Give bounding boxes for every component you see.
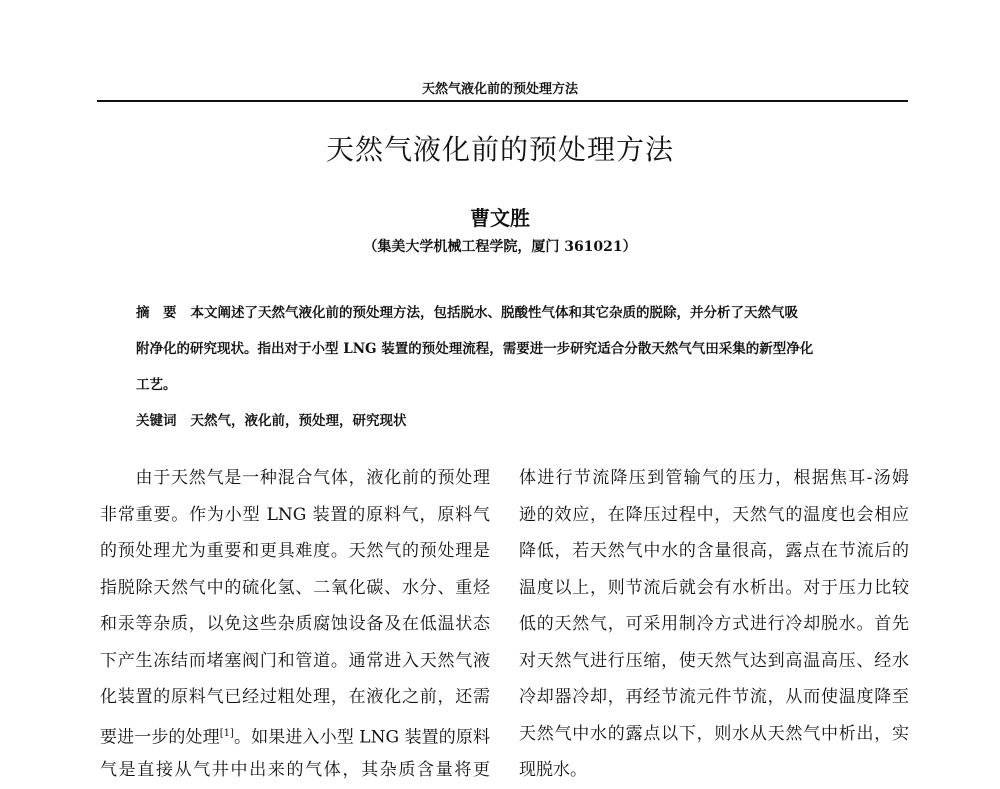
body-line: 化装置的原料气已经过粗处理，在液化之前，还需 [100,687,490,707]
keywords-line [136,403,876,439]
body-line: 指脱除天然气中的硫化氢、二氧化碳、水分、重烃 [100,577,490,598]
body-line: 低的天然气，可采用制冷方式进行冷却脱水。首先 [519,614,909,634]
body-text: 要进一步的处理 [100,727,220,748]
author: 曹文胜 [470,206,530,230]
body-line: 逊的效应，在降压过程中，天然气的温度也会相应 [519,504,909,525]
paper-title: 天然气液化前的预处理方法 [325,133,674,166]
citation[interactable]: [1] [219,727,234,739]
body-line [100,716,490,753]
body-line: 由于天然气是一种混合气体，液化前的预处理 [100,468,490,488]
body-column-right [519,460,909,789]
abstract [136,295,876,439]
body-line: 对天然气进行压缩，使天然气达到高温高压、经水 [519,650,909,671]
body-column-left [100,460,490,789]
body-line: 非常重要。作为小型 LNG 装置的原料气，原料气 [100,504,490,525]
affiliation: （集美大学机械工程学院，厦门 361021） [363,239,637,255]
body-text: 。如果进入小型 LNG 装置的原料 [233,727,490,748]
body-line: 体进行节流降压到管输气的压力，根据焦耳-汤姆 [519,468,909,488]
body-line: 天然气中水的露点以下，则水从天然气中析出，实 [519,723,909,744]
abstract-line: 附净化的研究现状。指出对于小型 LNG 装置的预处理流程，需要进一步研究适合分散天然气气田采集的新型净化 [136,341,814,357]
body-line: 和汞等杂质，以免这些杂质腐蚀设备及在低温状态 [100,614,490,634]
header-rule [97,100,908,102]
body-line: 下产生冻结而堵塞阀门和管道。通常进入天然气液 [100,650,490,671]
body-line: 降低，若天然气中水的含量很高，露点在节流后的 [519,541,909,561]
abstract-text: 本文阐述了天然气液化前的预处理方法，包括脱水、脱酸性气体和其它杂质的脱除，并分析了天然气吸 [190,305,798,321]
abstract-line: 工艺。 [136,377,177,393]
abstract-label: 摘 要 [136,305,177,321]
body-line: 冷却器冷却，再经节流元件节流，从而使温度降至 [519,687,909,707]
body-line: 温度以上，则节流后就会有水析出。对于压力比较 [519,577,909,598]
body-line: 气是直接从气井中出来的气体，其杂质含量将更 [100,760,490,780]
abstract-line [136,295,876,331]
running-header: 天然气液化前的预处理方法 [421,82,578,97]
body-line: 的预处理尤为重要和更具难度。天然气的预处理是 [100,541,490,561]
keywords-label: 关键词 [136,413,177,429]
body-line: 现脱水。 [519,760,587,780]
keywords-text: 天然气，液化前，预处理，研究现状 [190,413,407,429]
